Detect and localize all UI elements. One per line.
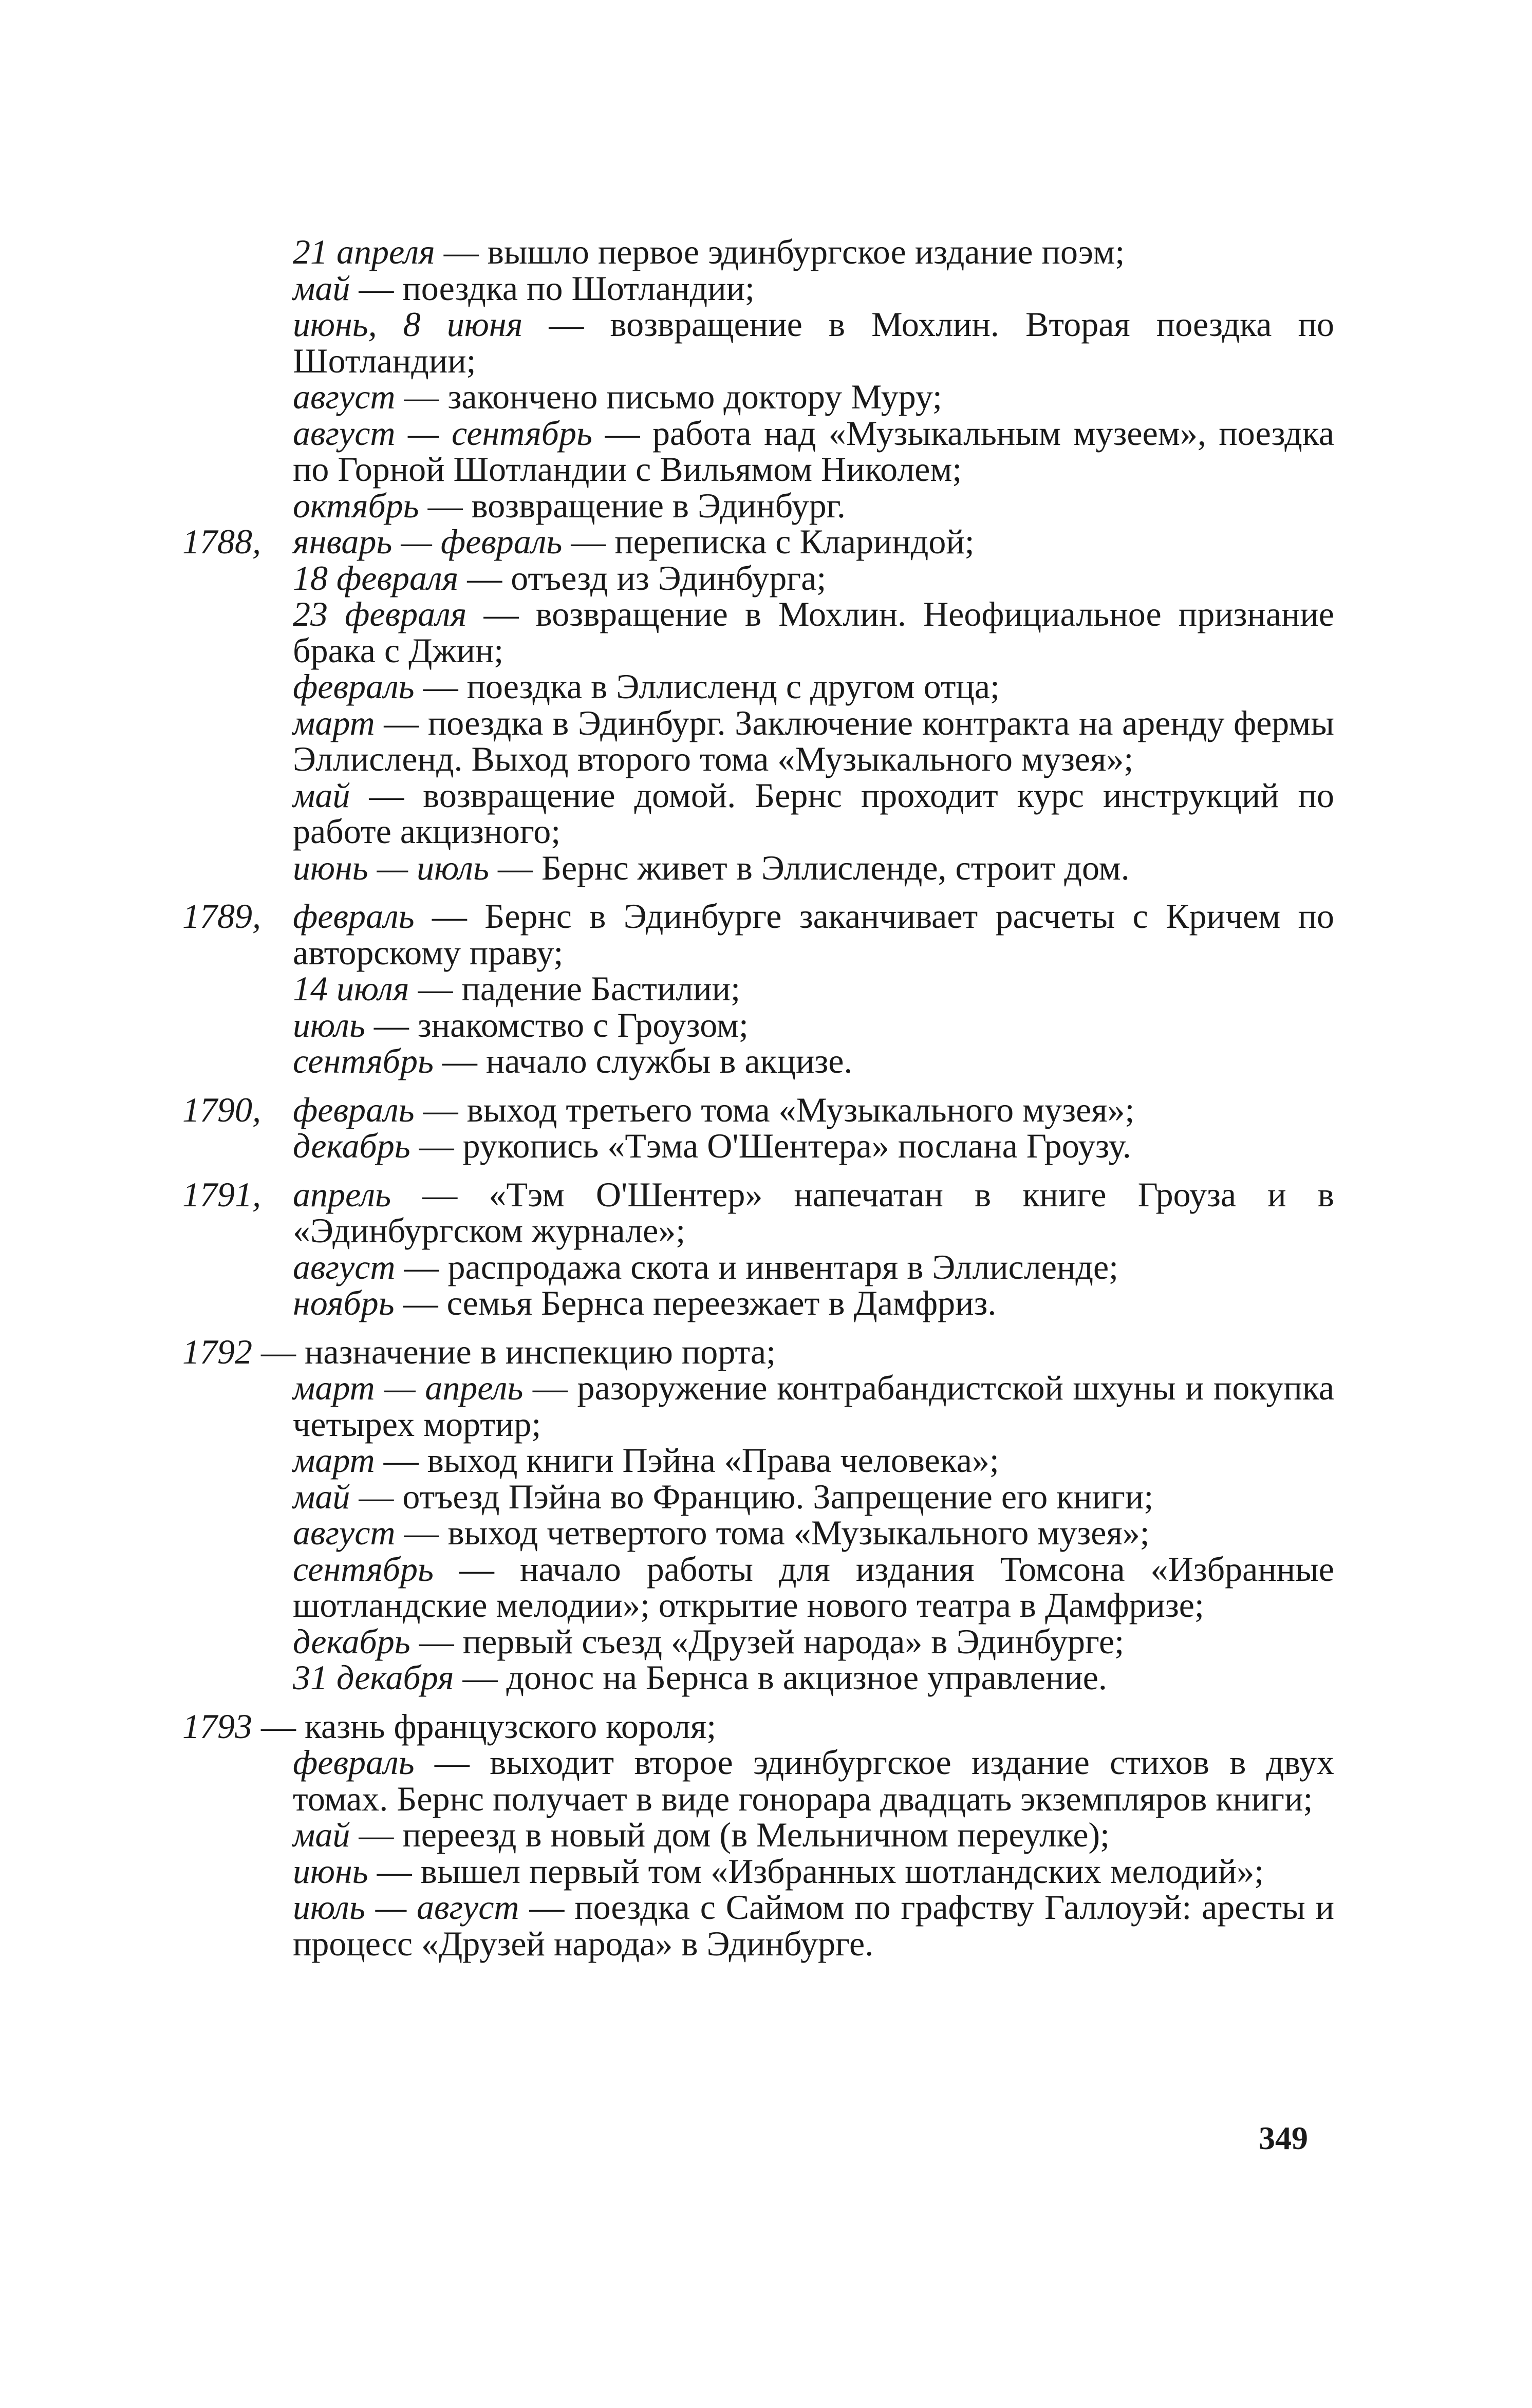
entry-date: июнь — июль <box>293 848 489 887</box>
entry-text: возвращение домой. Бернс проходит курс инструкций по работе акцизного; <box>293 775 1334 851</box>
year-label: 1791, <box>182 1174 261 1214</box>
entry-date: 14 июля <box>293 969 409 1008</box>
chronology-entry <box>293 1551 1334 1623</box>
entry-date: май <box>293 268 350 308</box>
entry-date: июнь <box>293 1851 368 1891</box>
year-label: 1793 <box>182 1706 252 1746</box>
entry-text: Бернс живет в Эллисленде, строит дом. <box>541 848 1130 887</box>
chronology-entry <box>293 488 1334 524</box>
entry-date: январь — февраль <box>293 522 563 561</box>
entry-text: разоружение контрабандистской шхуны и покупка четырех мортир; <box>293 1368 1335 1444</box>
entry-date: июль <box>293 1005 365 1044</box>
entry-text: поездка в Эллисленд с другом отца; <box>466 667 1000 706</box>
entry-dash: — <box>519 1888 575 1927</box>
entry-date: март <box>293 703 375 742</box>
chronology-entry <box>293 560 1334 596</box>
entry-dash: — <box>365 1005 418 1044</box>
entry-dash: — <box>454 1658 507 1697</box>
chronology-entry <box>293 1128 1334 1164</box>
entry-text: поездка в Эдинбург. Заключение контракта на аренду фермы Эллисленд. Выход второго тома «Музыкального музея»; <box>293 703 1334 778</box>
entry-text: начало работы для издания Томсона «Избранные шотландские мелодии»; открытие нового театра в Дамфризе; <box>293 1549 1335 1625</box>
year-headline <box>182 1334 1334 1370</box>
entry-dash: — <box>562 522 615 561</box>
entries <box>293 898 1334 1079</box>
chronology-text <box>182 234 1334 1962</box>
entry-dash: — <box>350 268 403 308</box>
entry-dash: — <box>458 558 511 598</box>
chronology-entry <box>293 270 1334 307</box>
entry-dash: — <box>466 594 536 633</box>
chronology-entry <box>293 1817 1334 1853</box>
entry-text: рукопись «Тэма О'Шентера» послана Гроузу. <box>462 1126 1131 1165</box>
year-headline <box>182 1708 1334 1745</box>
entry-date: ноябрь <box>293 1283 395 1322</box>
entry-dash: — <box>395 1513 448 1552</box>
entry-text: выходит второе эдинбургское издание стихов в двух томах. Бернс получает в виде гонорара двадцать экземпляров книги; <box>293 1743 1334 1818</box>
year-label: 1788, <box>182 522 261 561</box>
entry-dash: — <box>409 969 462 1008</box>
chronology-entry <box>293 1370 1334 1442</box>
chronology-entry <box>293 1889 1334 1962</box>
entry-dash: — <box>395 377 448 416</box>
entry-text: закончено письмо доктору Муру; <box>447 377 942 416</box>
chronology-entry <box>293 234 1334 270</box>
entry-text: выход книги Пэйна «Права человека»; <box>427 1441 999 1480</box>
year-block <box>182 898 1334 1079</box>
chronology-entry <box>293 1442 1334 1479</box>
entry-text: поездка по Шотландии; <box>402 268 755 308</box>
entry-date: февраль <box>293 1743 415 1782</box>
chronology-entry <box>293 777 1334 850</box>
entry-dash: — <box>433 1041 486 1080</box>
entry-text: выход третьего тома «Музыкального музея»; <box>466 1090 1135 1129</box>
entry-text: семья Бернса переезжает в Дамфриз. <box>446 1283 997 1322</box>
entry-dash: — <box>375 703 428 742</box>
entries <box>293 234 1334 524</box>
chronology-entry <box>293 970 1334 1007</box>
chronology-entry <box>293 1092 1334 1128</box>
year-inline-text: назначение в инспекцию порта; <box>305 1332 776 1371</box>
chronology-entry <box>293 1249 1334 1285</box>
entry-dash: — <box>419 486 472 525</box>
entry-text: возвращение в Мохлин. Вторая поездка по Шотландии; <box>293 305 1335 380</box>
entry-text: падение Бастилии; <box>461 969 740 1008</box>
entry-text: вышло первое эдинбургское издание поэм; <box>487 232 1125 271</box>
chronology-entry <box>293 1623 1334 1660</box>
year-label: 1790, <box>182 1090 261 1129</box>
entry-date: 18 февраля <box>293 558 459 598</box>
entry-date: 31 декабря <box>293 1658 454 1697</box>
entry-text: переписка с Клариндой; <box>614 522 975 561</box>
entry-dash: — <box>350 1477 403 1516</box>
entry-dash: — <box>252 1706 305 1746</box>
entry-dash: — <box>395 1247 448 1286</box>
chronology-entry <box>293 1174 1334 1250</box>
entry-text: распродажа скота и инвентаря в Эллисленде; <box>447 1247 1119 1286</box>
entry-text: возвращение в Эдинбург. <box>471 486 846 525</box>
chronology-entry <box>293 1007 1334 1043</box>
entry-text: переезд в новый дом (в Мельничном переулке); <box>402 1815 1110 1854</box>
entry-text: вышел первый том «Избранных шотландских мелодий»; <box>420 1851 1264 1891</box>
entries <box>182 1706 1335 1963</box>
year-block-continued <box>182 234 1334 524</box>
entry-dash: — <box>394 1283 447 1322</box>
entry-date: август — сентябрь <box>293 413 592 453</box>
year-block <box>182 1092 1334 1164</box>
chronology-entry <box>293 415 1334 488</box>
entry-date: апрель <box>293 1174 391 1214</box>
chronology-entry <box>293 1479 1334 1515</box>
entry-dash: — <box>433 1549 520 1589</box>
year-label: 1792 <box>182 1332 252 1371</box>
chronology-entry <box>293 850 1334 886</box>
entry-date: май <box>293 1815 350 1854</box>
entry-text: работа над «Музыкальным музеем», поездка по Горной Шотландии с Вильямом Николем; <box>293 413 1334 489</box>
entry-date: февраль <box>293 897 415 936</box>
entry-date: декабрь <box>293 1621 410 1661</box>
entry-dash: — <box>414 1743 490 1782</box>
entry-text: поездка с Саймом по графству Галлоуэй: аресты и процесс «Друзей народа» в Эдинбурге. <box>293 1888 1335 1963</box>
entry-dash: — <box>523 1368 577 1407</box>
entry-dash: — <box>414 667 467 706</box>
entry-dash: — <box>592 413 652 453</box>
entry-date: август <box>293 1513 396 1552</box>
entry-date: май <box>293 1477 350 1516</box>
entry-dash: — <box>410 1126 463 1165</box>
chronology-entry <box>293 705 1334 777</box>
year-block <box>182 1334 1334 1696</box>
chronology-entry <box>293 1659 1334 1696</box>
entry-text: отъезд из Эдинбурга; <box>511 558 827 598</box>
entry-dash: — <box>414 1090 467 1129</box>
entry-date: февраль <box>293 667 415 706</box>
chronology-entry <box>293 1744 1334 1817</box>
entries <box>182 1332 1335 1697</box>
entry-text: Бернс в Эдинбурге заканчивает расчеты с Кричем по авторскому праву; <box>293 897 1334 972</box>
entry-dash: — <box>350 775 423 815</box>
entry-text: возвращение в Мохлин. Неофициальное признание брака с Джин; <box>293 594 1334 670</box>
chronology-entry <box>293 596 1334 668</box>
entry-dash: — <box>522 305 610 344</box>
entry-date: март — апрель <box>293 1368 524 1407</box>
entry-date: май <box>293 775 350 815</box>
entry-dash: — <box>414 897 485 936</box>
chronology-entry <box>293 668 1334 705</box>
chronology-entry <box>293 379 1334 415</box>
entry-text: «Тэм О'Шентер» напечатан в книге Гроуза и в «Эдинбургском журнале»; <box>293 1174 1334 1250</box>
entry-dash: — <box>391 1174 489 1214</box>
entry-dash: — <box>252 1332 305 1371</box>
entry-text: донос на Бернса в акцизное управление. <box>506 1658 1107 1697</box>
entries <box>293 1092 1334 1164</box>
entry-date: сентябрь <box>293 1041 434 1080</box>
year-label: 1789, <box>182 897 261 936</box>
entry-dash: — <box>350 1815 403 1854</box>
entry-date: октябрь <box>293 486 419 525</box>
chronology-entry <box>293 306 1334 379</box>
chronology-entry <box>293 524 1334 560</box>
entry-text: первый съезд «Друзей народа» в Эдинбурге; <box>462 1621 1125 1661</box>
chronology-entry <box>293 1515 1334 1551</box>
chronology-entry <box>293 898 1334 970</box>
entry-dash: — <box>375 1441 427 1480</box>
entry-date: март <box>293 1441 375 1480</box>
entry-date: сентябрь <box>293 1549 434 1589</box>
entry-text: отъезд Пэйна во Францию. Запрещение его книги; <box>402 1477 1154 1516</box>
entry-date: август <box>293 377 396 416</box>
entries <box>293 524 1334 886</box>
entry-date: 21 апреля <box>293 232 435 271</box>
entry-dash: — <box>435 232 488 271</box>
entry-date: 23 февраля <box>293 594 467 633</box>
chronology-entry <box>293 1285 1334 1321</box>
page-number: 349 <box>1259 2120 1308 2156</box>
entry-dash: — <box>368 1851 421 1891</box>
entry-dash: — <box>410 1621 463 1661</box>
year-block <box>182 1708 1334 1962</box>
entry-text: выход четвертого тома «Музыкального музея»; <box>447 1513 1150 1552</box>
entry-date: июнь, 8 июня <box>293 305 523 344</box>
year-block <box>182 1174 1334 1322</box>
year-inline-text: казнь французского короля; <box>305 1706 717 1746</box>
entry-date: август <box>293 1247 396 1286</box>
entry-text: знакомство с Гроузом; <box>417 1005 749 1044</box>
entry-date: июль — август <box>293 1888 519 1927</box>
year-block <box>182 524 1334 886</box>
entry-text: начало службы в акцизе. <box>485 1041 853 1080</box>
entry-dash: — <box>489 848 541 887</box>
chronology-entry <box>293 1853 1334 1890</box>
entries <box>293 1174 1334 1322</box>
entry-date: февраль <box>293 1090 415 1129</box>
chronology-entry <box>293 1043 1334 1079</box>
entry-date: декабрь <box>293 1126 410 1165</box>
